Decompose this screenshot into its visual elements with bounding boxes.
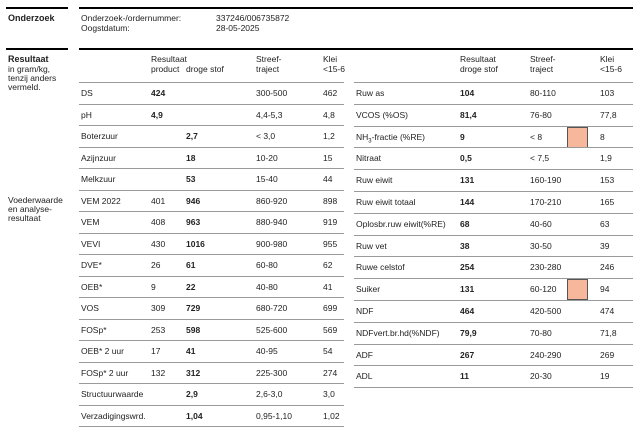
left-row-target: 40-80 [256,282,278,292]
right-row-value: 104 [460,88,475,98]
left-row-product: 4,9 [151,110,163,120]
left-row-dry: 61 [186,260,196,270]
right-row-value: 11 [460,371,469,381]
right-header-clay-2: <15-6 [600,64,622,74]
right-row-rule [354,147,633,148]
right-row-rule [354,126,633,127]
left-header-target-2: traject [256,64,280,74]
left-row-product: 26 [151,260,161,270]
left-row-rule [79,319,344,320]
left-row-dry: 53 [186,174,196,184]
left-row-name: DS [81,88,93,98]
left-row-name: VOS [81,303,99,313]
right-row-clay: 165 [600,197,615,207]
right-row-rule [354,344,633,345]
left-row-dry: 312 [186,368,201,378]
right-row-target: 80-110 [530,88,556,98]
right-row-clay: 474 [600,306,615,316]
left-row-dry: 22 [186,282,196,292]
right-row-value: 9 [460,132,465,142]
left-row-clay: 3,0 [323,389,335,399]
right-row-name: Ruwe celstof [356,262,405,272]
left-row-dry: 2,7 [186,131,198,141]
right-row-target: 60-120 [530,284,557,294]
left-row-name: OEB* [81,282,103,292]
right-row-clay: 94 [600,284,610,294]
left-row-rule [79,82,344,83]
left-row-clay: 569 [323,325,338,335]
right-row-value: 144 [460,197,475,207]
left-row-rule [79,211,344,212]
left-row-rule [79,147,344,148]
right-row-clay: 1,9 [600,153,612,163]
right-row-rule [354,104,633,105]
left-table-bottom-rule [79,426,344,427]
right-row-clay: 269 [600,350,615,360]
right-row-target: 170-210 [530,197,562,207]
right-row-clay: 77,8 [600,110,617,120]
right-row-name: $NH_3$-fractie (%RE) [356,132,425,145]
left-row-target: 4,4-5,3 [256,110,283,120]
left-row-target: 880-940 [256,217,288,227]
right-row-name: Ruw vet [356,241,387,251]
left-row-name: Azijnzuur [81,153,116,163]
right-row-target: 160-190 [530,175,562,185]
out-of-range-marker [567,279,588,300]
left-row-product: 430 [151,239,166,249]
left-row-target: 40-95 [256,346,278,356]
left-row-product: 9 [151,282,156,292]
right-row-name: ADL [356,371,373,381]
left-row-clay: 4,8 [323,110,335,120]
left-row-clay: 919 [323,217,338,227]
left-row-rule [79,362,344,363]
right-row-rule [354,300,633,301]
right-row-value: 79,9 [460,328,477,338]
left-row-rule [79,254,344,255]
right-row-rule [354,213,633,214]
right-row-clay: 246 [600,262,615,272]
right-header-result-1: Resultaat [460,54,496,64]
left-row-target: 525-600 [256,325,288,335]
harvest-date-label: Oogstdatum: [81,23,130,33]
right-row-rule [354,256,633,257]
left-row-target: 680-720 [256,303,288,313]
header-rule-left [6,7,68,9]
left-row-clay: 54 [323,346,333,356]
left-row-name: VEM [81,217,100,227]
left-row-dry: 729 [186,303,201,313]
left-row-rule [79,233,344,234]
right-row-value: 131 [460,284,475,294]
order-number-label: Onderzoek-/ordernummer: [81,13,182,23]
left-row-name: Verzadigingswrd. [81,411,146,421]
right-header-clay-1: Klei [600,54,615,64]
right-row-rule [354,322,633,323]
left-header-target-1: Streef- [256,54,282,64]
right-row-clay: 19 [600,371,610,381]
right-row-target: 76-80 [530,110,552,120]
right-row-target: 70-80 [530,328,552,338]
left-header-clay-1: Klei [323,54,338,64]
left-row-target: 860-920 [256,196,288,206]
left-row-rule [79,383,344,384]
right-row-target: 20-30 [530,371,552,381]
left-row-name: FOSp* [81,325,107,335]
result-unit-line-3: vermeld. [8,82,41,92]
left-row-rule [79,168,344,169]
right-row-name: Ruw as [356,88,385,98]
right-row-target: 30-50 [530,241,552,251]
right-row-value: 38 [460,241,470,251]
left-row-target: < 3,0 [256,131,276,141]
left-row-product: 253 [151,325,166,335]
left-row-dry: 18 [186,153,196,163]
right-row-target: 230-280 [530,262,562,272]
left-row-target: 300-500 [256,88,288,98]
left-row-rule [79,190,344,191]
harvest-date-value: 28-05-2025 [216,23,260,33]
right-row-name: Suiker [356,284,381,294]
right-row-clay: 71,8 [600,328,617,338]
left-row-product: 309 [151,303,166,313]
right-row-value: 267 [460,350,475,360]
result-rule-left [6,48,68,50]
right-header-target-1: Streef- [530,54,556,64]
left-row-clay: 15 [323,153,333,163]
left-row-target: 60-80 [256,260,278,270]
left-header-dry: droge stof [186,64,224,74]
left-row-clay: 41 [323,282,333,292]
left-row-rule [79,276,344,277]
right-row-clay: 39 [600,241,610,251]
right-header-result-2: droge stof [460,64,498,74]
right-row-target: < 8 [530,132,543,142]
right-row-name: Ruw eiwit [356,175,393,185]
left-row-rule [79,340,344,341]
left-row-clay: 62 [323,260,333,270]
right-row-value: 81,4 [460,110,477,120]
right-row-rule [354,365,633,366]
left-row-clay: 955 [323,239,338,249]
feed-value-line-2: en analyse- [8,204,52,214]
right-row-target: 40-60 [530,219,552,229]
left-row-target: 2,6-3,0 [256,389,283,399]
right-row-value: 131 [460,175,475,185]
left-row-name: DVE* [81,260,102,270]
left-row-target: 10-20 [256,153,278,163]
right-row-rule [354,169,633,170]
right-row-clay: 8 [600,132,605,142]
left-header-result-2: product [151,64,180,74]
left-row-clay: 274 [323,368,338,378]
left-row-name: Structuurwaarde [81,389,144,399]
left-row-rule [79,405,344,406]
left-row-name: FOSp* 2 uur [81,368,129,378]
right-table-bottom-rule [354,387,633,388]
right-row-target: < 7,5 [530,153,550,163]
right-row-value: 0,5 [460,153,472,163]
order-number-value: 337246/006735872 [216,13,290,23]
left-row-rule [79,125,344,126]
left-row-dry: 1016 [186,239,205,249]
right-header-target-2: traject [530,64,554,74]
header-rule-right [79,7,633,9]
right-row-name: NDFvert.br.hd(%NDF) [356,328,440,338]
left-row-product: 17 [151,346,161,356]
left-row-name: OEB* 2 uur [81,346,124,356]
right-row-name: ADF [356,350,373,360]
left-row-clay: 1,2 [323,131,335,141]
left-row-clay: 1,02 [323,411,340,421]
left-row-clay: 898 [323,196,338,206]
right-row-name: NDF [356,306,374,316]
right-row-rule [354,278,633,279]
left-row-target: 0,95-1,10 [256,411,292,421]
left-row-name: VEVI [81,239,101,249]
section-label-onderzoek: Onderzoek [8,13,55,23]
feed-value-line-1: Voederwaarde [8,195,63,205]
right-row-clay: 103 [600,88,615,98]
feed-value-line-3: resultaat [8,213,41,223]
left-row-name: VEM 2022 [81,196,121,206]
left-row-dry: 41 [186,346,196,356]
left-row-dry: 2,9 [186,389,198,399]
right-row-rule [354,191,633,192]
left-row-rule [79,104,344,105]
right-row-clay: 63 [600,219,610,229]
left-row-clay: 44 [323,174,333,184]
left-row-name: Melkzuur [81,174,116,184]
left-row-target: 900-980 [256,239,288,249]
left-row-product: 408 [151,217,166,227]
right-row-clay: 153 [600,175,615,185]
left-row-target: 15-40 [256,174,278,184]
right-row-value: 464 [460,306,475,316]
left-row-product: 424 [151,88,166,98]
right-row-name: VCOS (%OS) [356,110,408,120]
left-header-result-1: Resultaat [151,54,187,64]
right-row-target: 240-290 [530,350,562,360]
left-row-name: pH [81,110,92,120]
left-row-dry: 946 [186,196,201,206]
right-row-name: Ruw eiwit totaal [356,197,416,207]
left-row-dry: 963 [186,217,201,227]
out-of-range-marker [567,127,588,148]
result-rule-right [79,48,633,50]
left-row-name: Boterzuur [81,131,118,141]
right-row-name: Oplosbr.ruw eiwit(%RE) [356,219,446,229]
right-row-rule [354,235,633,236]
left-row-product: 132 [151,368,166,378]
left-row-rule [79,297,344,298]
right-row-value: 68 [460,219,470,229]
left-row-product: 401 [151,196,166,206]
result-title: Resultaat [8,54,49,64]
result-unit-line-2: tenzij anders [8,73,57,83]
right-row-name: Nitraat [356,153,382,163]
left-row-target: 225-300 [256,368,288,378]
left-row-dry: 598 [186,325,201,335]
right-row-value: 254 [460,262,475,272]
left-header-clay-2: <15-6 [323,64,345,74]
left-row-clay: 699 [323,303,338,313]
left-row-clay: 462 [323,88,338,98]
result-unit-line-1: in gram/kg, [8,64,51,74]
right-row-rule [354,82,633,83]
left-row-dry: 1,04 [186,411,203,421]
right-row-target: 420-500 [530,306,562,316]
